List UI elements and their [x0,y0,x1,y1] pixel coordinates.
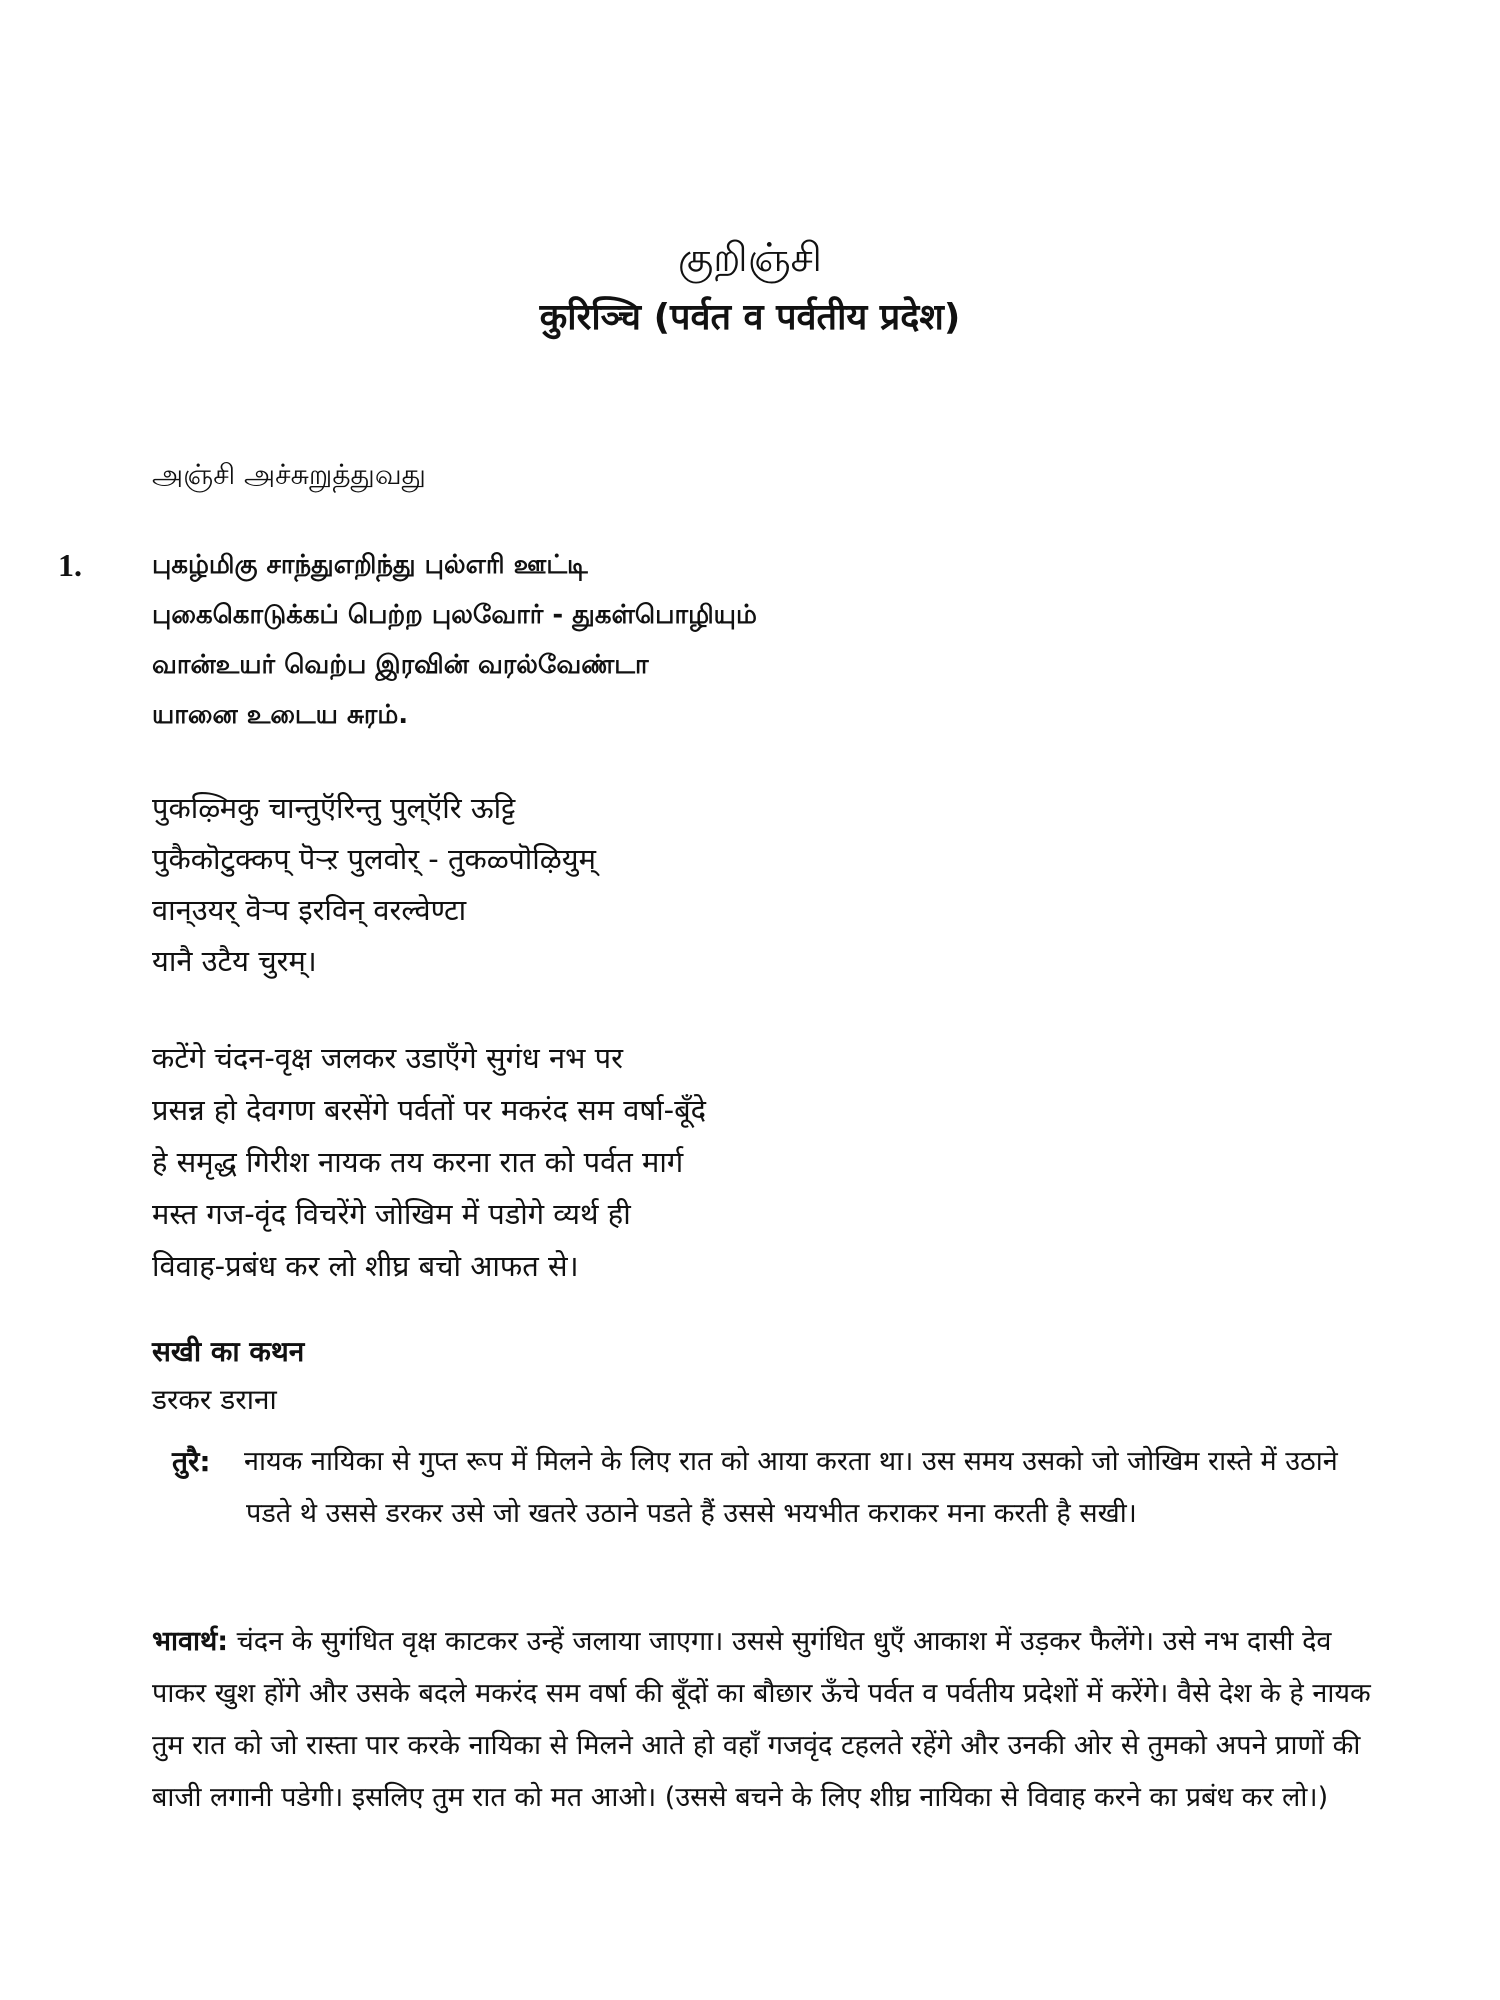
bhavarth-text: चंदन के सुगंधित वृक्ष काटकर उन्हें जलाया जाएगा। उससे सुगंधित धुएँ आकाश में उड़कर फैलेंगे। उसे नभ दासी देव पाकर खुश होंगे और उसके बदले मकरंद सम वर्षा की बूँदों का बौछार ऊँचे पर्वत व पर्वतीय प्रदेशों में करेंगे। वैसे देश के हे नायक तुम रात को जो रास्ता पार करके नायिका से मिलने आते हो वहाँ गजवृंद टहलते रहेंगे और उनकी ओर से तुमको अपने प्राणों की बाजी लगानी पडेगी। इसलिए तुम रात को मत आओ। (उससे बचने के लिए शीघ्र नायिका से विवाह करने का प्रबंध कर लो।) [152,1626,1371,1813]
transliteration-line: पुकैकॊटुक्कप् पॆऱ्ऱ पुलवोर् - तुकळ्पॊऴियुम् [152,842,596,876]
hindi-verse-line: मस्त गज-वृंद विचरेंगे जोखिम में पडोगे व्यर्थ ही [152,1197,631,1231]
hindi-verse-line: विवाह-प्रबंध कर लो शीघ्र बचो आफत से। [152,1249,579,1283]
turai-label: तुरै: [172,1445,211,1478]
verse-number: 1. [58,547,82,583]
transliteration-verse [152,783,1372,987]
hindi-verse-line: कटेंगे चंदन-वृक्ष जलकर उडाएँगे सुगंध नभ पर [152,1041,623,1075]
tamil-verse [152,540,1372,740]
theme-line: डरकर डराना [152,1383,277,1416]
hindi-verse-line: हे समृद्ध गिरीश नायक तय करना रात को पर्वत मार्ग [152,1145,684,1179]
speaker-heading: सखी का कथन [152,1335,305,1368]
tamil-verse-line: புகழ்மிகு சாந்துஎறிந்து புல்எரி ஊட்டி [152,550,588,580]
bhavarth-paragraph [152,1616,1372,1824]
title-hindi: कुरिञ्चि (पर्वत व पर्वतीय प्रदेश) [539,297,961,338]
transliteration-line: वान्उयर् वॆऱ्प इरविन् वरल्वेण्टा [152,893,467,927]
transliteration-line: यानै उटैय चुरम्। [152,944,317,978]
tamil-verse-line: புகைகொடுக்கப் பெற்ற புலவோர் - துகள்பொழியும் [152,600,757,630]
hindi-translation-verse [152,1032,1372,1292]
title-tamil: குறிஞ்சி [677,235,823,281]
transliteration-line: पुकऴ्मिकु चान्तुऍरिन्तु पुल्ऍरि ऊट्टि [152,791,516,825]
tamil-verse-line: யானை உடைய சுரம். [152,700,409,730]
bhavarth-label: भावार्थ: [152,1626,229,1657]
poem-subtitle-tamil: அஞ்சி அச்சுறுத்துவது [152,458,426,491]
tamil-verse-line: வான்உயர் வெற்ப இரவின் வரல்வேண்டா [152,650,649,680]
hindi-verse-line: प्रसन्न हो देवगण बरसेंगे पर्वतों पर मकरंद सम वर्षा-बूँदे [152,1093,707,1127]
turai-paragraph: नायक नायिका से गुप्त रूप में मिलने के लिए रात को आया करता था। उस समय उसको जो जोखिम रास्ते में उठाने पडते थे उससे डरकर उसे जो खतरे उठाने पडते हैं उससे भयभीत कराकर मना करती है सखी। [244,1446,1338,1529]
